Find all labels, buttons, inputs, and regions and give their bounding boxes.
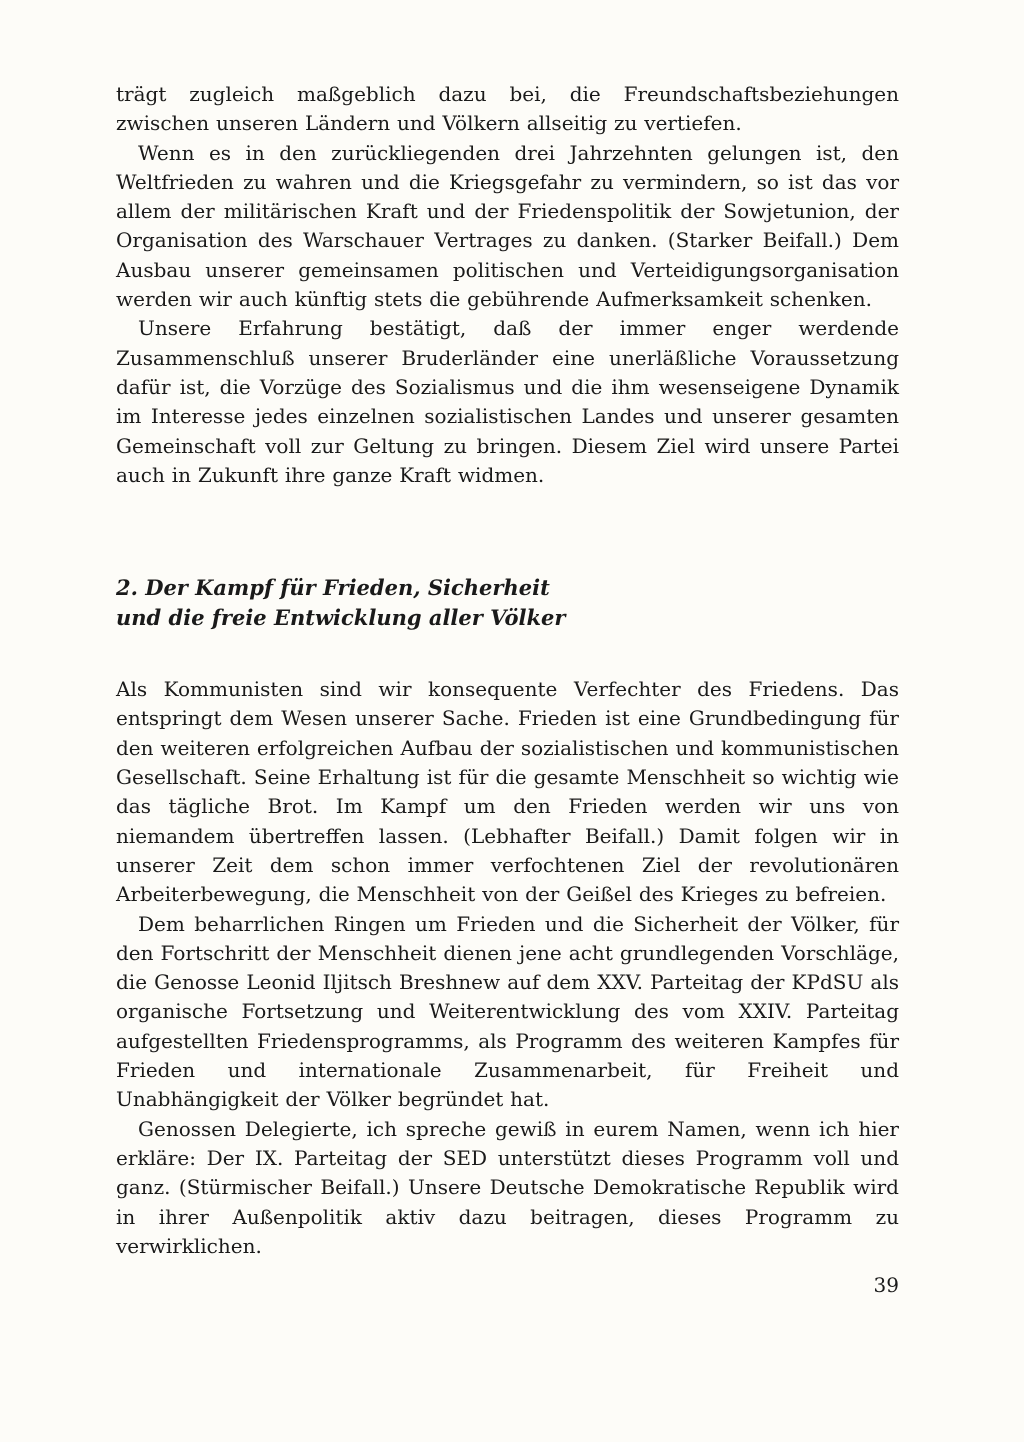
paragraph-4: Als Kommunisten sind wir konsequente Verfechter des Friedens. Das entspringt dem Wesen unserer Sache. Frieden ist eine Grundbedingung für den weiteren erfolgreichen Aufbau der sozialistischen und kommunistischen Gesellschaft. Seine Erhaltung ist für die gesamte Menschheit so wichtig wie das tägliche Brot. Im Kampf um den Frieden werden wir uns von niemandem übertreffen lassen. (Lebhafter Beifall.) Damit folgen wir in unserer Zeit dem schon immer verfochtenen Ziel der revolutionären Arbeiterbewegung, die Menschheit von der Geißel des Krieges zu befreien. xyxy=(116,677,899,907)
page-body xyxy=(116,80,899,1261)
section-heading-line-2: und die freie Entwicklung aller Völker xyxy=(116,605,566,631)
paragraph-3: Unsere Erfahrung bestätigt, daß der immer enger werdende Zusammenschluß unserer Bruderländer eine unerläßliche Voraussetzung dafür ist, die Vorzüge des Sozialismus und die ihm wesenseigene Dynamik im Interesse jedes einzelnen sozialistischen Landes und unserer gesamten Gemeinschaft voll zur Geltung zu bringen. Diesem Ziel wird unsere Partei auch in Zukunft ihre ganze Kraft widmen. xyxy=(116,316,899,487)
paragraph-1: trägt zugleich maßgeblich dazu bei, die Freundschaftsbeziehungen zwischen unseren Ländern und Völkern allseitig zu vertiefen. xyxy=(116,82,899,136)
paragraph-2: Wenn es in den zurückliegenden drei Jahrzehnten gelungen ist, den Weltfrieden zu wahren und die Kriegsgefahr zu vermindern, so ist das vor allem der militärischen Kraft und der Friedenspolitik der Sowjetunion, der Organisation des Warschauer Vertrages zu danken. (Starker Beifall.) Dem Ausbau unserer gemeinsamen politischen und Verteidigungsorganisation werden wir auch künftig stets die gebührende Aufmerksamkeit schenken. xyxy=(116,140,899,312)
section-heading xyxy=(116,573,899,633)
page-number: 39 xyxy=(873,1273,899,1297)
section-heading-line-1: 2. Der Kampf für Frieden, Sicherheit xyxy=(116,575,550,601)
paragraph-5: Dem beharrlichen Ringen um Frieden und die Sicherheit der Völker, für den Fortschritt der Menschheit dienen jene acht grundlegenden Vorschläge, die Genosse Leonid Iljitsch Breshnew auf dem XXV. Parteitag der KPdSU als organische Fortsetzung und Weiterentwicklung des vom XXIV. Parteitag aufgestellten Friedensprogramms, als Programm des weiteren Kampfes für Frieden und internationale Zusammenarbeit, für Freiheit und Unabhängigkeit der Völker begründet hat. xyxy=(116,911,899,1112)
paragraph-6: Genossen Delegierte, ich spreche gewiß in eurem Namen, wenn ich hier erkläre: Der IX. Parteitag der SED unterstützt dieses Programm voll und ganz. (Stürmischer Beifall.) Unsere Deutsche Demokratische Republik wird in ihrer Außenpolitik aktiv dazu beitragen, dieses Programm zu verwirklichen. xyxy=(116,1116,899,1258)
